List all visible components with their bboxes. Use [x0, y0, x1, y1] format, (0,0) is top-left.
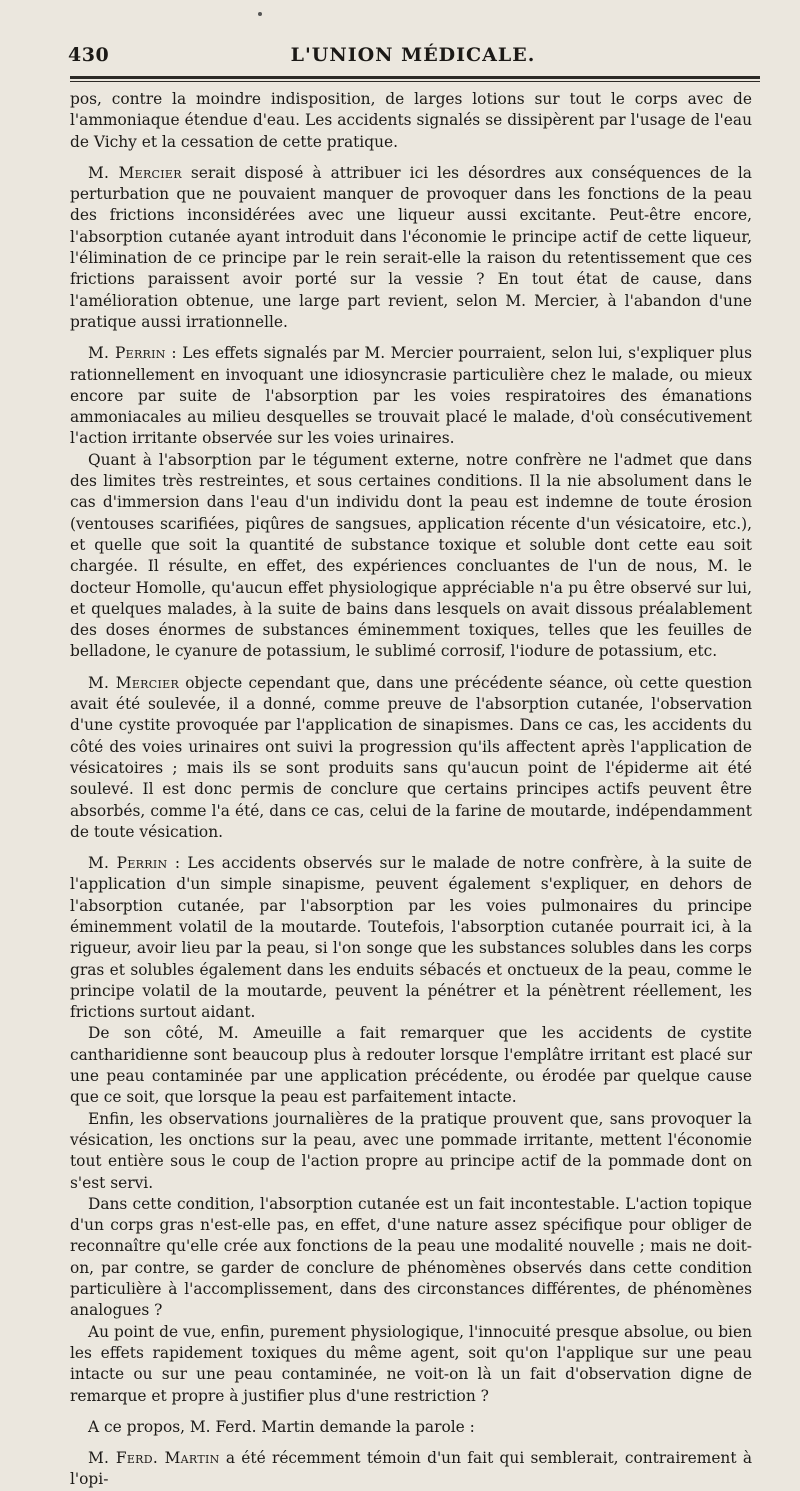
paragraph-11: A ce propos, M. Ferd. Martin demande la parole :	[88, 1417, 475, 1436]
paragraph-3: M. Perrin : Les effets signalés par M. Mercier pourraient, selon lui, s'expliquer plus rationnellement en invoquant une idiosyncrasie particulière chez le malade, ou mieux encore par suite de l'absorption par les voies respiratoires des émanations ammoniacales au milieu desquelles se trouvait placé le malade, d'où consécutivement l'action irritante observée sur les voies urinaires.	[70, 344, 752, 448]
speaker-name: M. Mercier	[88, 163, 182, 182]
speaker-name: M. Mercier	[88, 673, 180, 692]
page-number: 430	[68, 44, 110, 66]
ink-dot	[258, 12, 262, 16]
speaker-name: M. Ferd. Martin	[88, 1449, 220, 1468]
header-rule-thin	[70, 81, 760, 82]
paragraph-5: M. Mercier objecte cependant que, dans une précédente séance, où cette question avait été soulevée, il a donné, comme preuve de l'absorption cutanée, l'observation d'une cystite provoquée par l'application de sinapismes. Dans ce cas, les accidents du côté des voies urinaires ont suivi la progression qu'ils affectent après l'application de vésicatoires ; mais ils se sont produits sans qu'aucun point de l'épiderme ait été soulevé. Il est donc permis de conclure que certains principes actifs peuvent être absorbés, comme l'a été, dans ce cas, celui de la farine de moutarde, indépendamment de toute vésication.	[70, 673, 752, 841]
paragraph-7: De son côté, M. Ameuille a fait remarquer que les accidents de cystite cantharidienne sont beaucoup plus à redouter lorsque l'emplâtre irritant est placé sur une peau contaminée par une application précédente, ou érodée par quelque cause que ce soit, que lorsque la peau est parfaitement intacte.	[70, 1024, 752, 1107]
article-body	[70, 89, 752, 1491]
paragraph-10: Au point de vue, enfin, purement physiologique, l'innocuité presque absolue, ou bien les effets rapidement toxiques du même agent, soit qu'on l'applique sur une peau intacte ou sur une peau contaminée, ne voit-on là un fait d'observation digne de remarque et propre à justifier plus d'une restriction ?	[70, 1322, 752, 1405]
page-header	[68, 44, 758, 70]
paragraph-2: M. Mercier serait disposé à attribuer ici les désordres aux conséquences de la perturbation que ne pouvaient manquer de provoquer dans les fonctions de la peau des frictions inconsidérées avec une liqueur aussi excitante. Peut-être encore, l'absorption cutanée ayant introduit dans l'économie le principe actif de cette liqueur, l'élimination de ce principe par le rein serait-elle la raison du retentissement que ces frictions paraissent avoir porté sur la vessie ? En tout état de cause, dans l'amélioration obtenue, une large part revient, selon M. Mercier, à l'abandon d'une pratique aussi irrationnelle.	[70, 163, 752, 331]
paragraph-8: Enfin, les observations journalières de la pratique prouvent que, sans provoquer la vésication, les onctions sur la peau, avec une pommade irritante, mettent l'économie tout entière sous le coup de l'action propre au principe actif de la pommade dont on s'est servi.	[70, 1109, 752, 1192]
paragraph-4: Quant à l'absorption par le tégument externe, notre confrère ne l'admet que dans des limites très restreintes, et sous certaines conditions. Il la nie absolument dans le cas d'immersion dans l'eau d'un individu dont la peau est indemne de toute érosion (ventouses scarifiées, piqûres de sangsues, application récente d'un vésicatoire, etc.), et quelle que soit la quantité de substance toxique et soluble dont cette eau soit chargée. Il résulte, en effet, des expériences concluantes de l'un de nous, M. le docteur Homolle, qu'aucun effet physiologique appréciable n'a pu être observé sur lui, et quelques malades, à la suite de bains dans lesquels on avait dissous préalablement des doses énormes de substances éminemment toxiques, telles que les feuilles de belladone, le cyanure de potassium, le sublimé corrosif, l'iodure de potassium, etc.	[70, 450, 752, 661]
paragraph-6: M. Perrin : Les accidents observés sur le malade de notre confrère, à la suite de l'application d'un simple sinapisme, peuvent également s'expliquer, en dehors de l'absorption cutanée, par l'absorption par les voies pulmonaires du principe éminemment volatil de la moutarde. Toutefois, l'absorption cutanée pourrait ici, à la rigueur, avoir lieu par la peau, si l'on songe que les substances solubles dans les corps gras et solubles également dans les enduits sébacés et onctueux de la peau, comme le principe volatil de la moutarde, peuvent la pénétrer et la pénètrent réellement, les frictions surtout aidant.	[70, 854, 752, 1022]
speaker-name: M. Perrin :	[88, 854, 181, 873]
running-title: L'UNION MÉDICALE.	[290, 44, 536, 66]
speaker-name: M. Perrin :	[88, 344, 177, 363]
paragraph-1: pos, contre la moindre indisposition, de larges lotions sur tout le corps avec de l'ammoniaque étendue d'eau. Les accidents signalés se dissipèrent par l'usage de l'eau de Vichy et la cessation de cette pratique.	[70, 90, 752, 151]
paragraph-9: Dans cette condition, l'absorption cutanée est un fait incontestable. L'action topique d'un corps gras n'est-elle pas, en effet, d'une nature assez spécifique pour obliger de reconnaître qu'elle crée aux fonctions de la peau une modalité nouvelle ; mais ne doit-on, par contre, se garder de conclure de phénomènes observés dans cette condition particulière à l'accomplissement, dans des circonstances différentes, de phénomènes analogues ?	[70, 1194, 752, 1320]
paragraph-12: M. Ferd. Martin a été récemment témoin d'un fait qui semblerait, contrairement à l'opi-	[70, 1449, 752, 1489]
header-rule	[70, 76, 760, 79]
